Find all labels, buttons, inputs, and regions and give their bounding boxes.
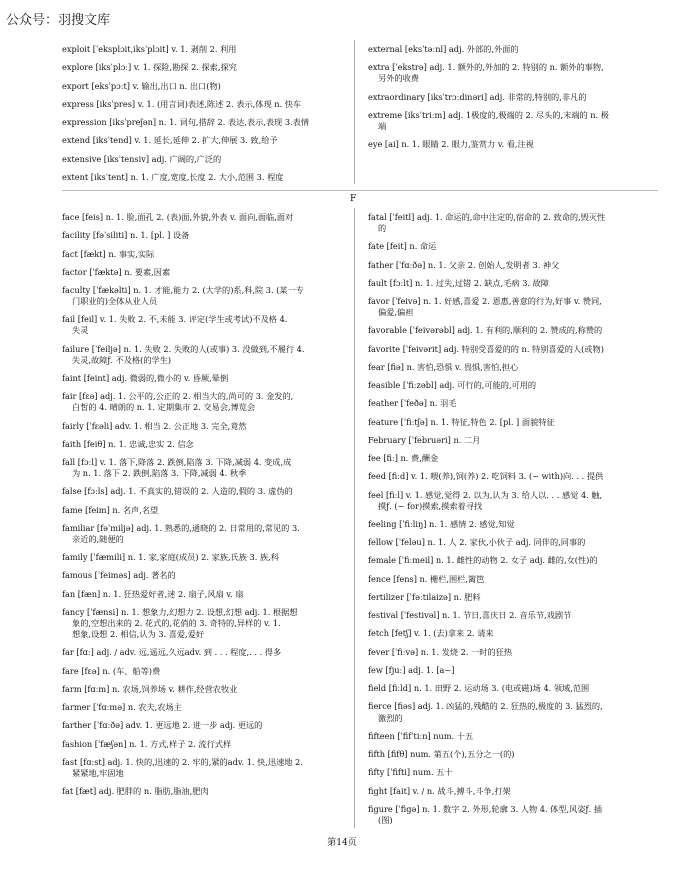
dictionary-entry xyxy=(62,154,347,165)
section-letter: F xyxy=(350,194,357,204)
entry-line: false [fɔːls] adj. 1. 不真实的,错误的 2. 人造的,假的 3. 虚伪的 xyxy=(62,486,293,497)
dictionary-entry xyxy=(368,241,658,252)
entry-line: extreme [iksˈtriːm] adj. 1极度的,极端的 2. 尽头的,末端的 n. 极 xyxy=(368,109,609,120)
entry-continuation: 紧紧地,牢固地 xyxy=(72,767,124,778)
entry-line: feather [ˈfeðə] n. 羽毛 xyxy=(368,398,457,409)
dictionary-entry xyxy=(62,391,347,413)
entry-line: familiar [fəˈmiljə] adj. 1. 熟悉的,通晓的 2. 日常用的,常见的 3. xyxy=(62,522,300,533)
entry-line: feature [ˈfiːtʃə] n. 1. 特征,特色 2. [pl. ] 面貌特征 xyxy=(368,416,555,427)
entry-line: festival [ˈfestivəl] n. 1. 节日,喜庆日 2. 音乐节,戏剧节 xyxy=(368,610,572,621)
entry-line: fate [feit] n. 命运 xyxy=(368,241,437,252)
entry-line: favorite [ˈfeivərit] adj. 特别受喜爱的的 n. 特别喜爱的人(或物) xyxy=(368,343,604,354)
dictionary-entry xyxy=(62,607,347,640)
column-top-left xyxy=(62,44,347,190)
entry-line: famous [ˈfeiməs] adj. 著名的 xyxy=(62,570,176,581)
entry-line: fault [fɔːlt] n. 1. 过失,过错 2. 缺点,毛病 3. 故障 xyxy=(368,277,549,288)
dictionary-entry xyxy=(368,683,658,694)
entry-line: fear [fiə] n. 害怕,恐惧 v. 畏惧,害怕,担心 xyxy=(368,361,519,372)
dictionary-entry xyxy=(62,172,347,183)
entry-line: fail [feil] v. 1. 失败 2. 不,未能 3. 评定(学生或考试)不及格 4. xyxy=(62,314,288,325)
dictionary-entry xyxy=(368,647,658,658)
entry-line: fact [fækt] n. 事实,实际 xyxy=(62,248,155,259)
entry-line: fashion [ˈfæʃən] n. 1. 方式,样子 2. 流行式样 xyxy=(62,738,232,749)
entry-line: field [fiːld] n. 1. 田野 2. 运动场 3. (电或磁)场 4. 领域,范围 xyxy=(368,683,590,694)
column-top-right xyxy=(368,44,658,157)
dictionary-entry xyxy=(368,260,658,271)
dictionary-entry xyxy=(368,110,658,132)
entry-continuation: 亲近的,随便的 xyxy=(72,533,124,544)
entry-line: eye [ai] n. 1. 眼睛 2. 眼力,鉴赏力 v. 看,注视 xyxy=(368,139,534,150)
entry-line: fat [fæt] adj. 肥胖的 n. 脂肪,脂油,肥肉 xyxy=(62,786,209,797)
entry-line: failure [ˈfeiljə] n. 1. 失败 2. 失败的人(或事) 3. 没做到,不履行 4. xyxy=(62,343,305,354)
entry-line: father [ˈfɑːðə] n. 1. 父亲 2. 创始人,发明者 3. 神父 xyxy=(368,259,560,270)
column-divider-top xyxy=(354,40,355,184)
dictionary-entry xyxy=(368,44,658,55)
dictionary-entry xyxy=(62,757,347,779)
dictionary-entry xyxy=(368,701,658,723)
entry-line: feasible [ˈfiːzəbl] adj. 可行的,可能的,可用的 xyxy=(368,380,537,391)
entry-continuation: 另外的收费 xyxy=(378,73,419,84)
entry-continuation: 失灵,故障ƒ. 不及格(的学生) xyxy=(72,354,172,365)
entry-line: fan [fæn] n. 1. 狂热爱好者,迷 2. 扇子,风扇 v. 扇 xyxy=(62,588,244,599)
entry-line: feed [fiːd] v. 1. 喂(养),饲(养) 2. 吃饲料 3. (~ with)向. . . 提供 xyxy=(368,471,604,482)
entry-line: extensive [iksˈtensiv] adj. 广阔的,广泛的 xyxy=(62,153,222,164)
dictionary-entry xyxy=(62,523,347,545)
entry-line: feel [fiːl] v. 1. 感觉,觉得 2. 以为,认为 3. 给人以. . . 感觉 4. 触, xyxy=(368,489,603,500)
dictionary-entry xyxy=(368,786,658,797)
dictionary-entry xyxy=(368,749,658,760)
entry-line: family [ˈfæmili] n. 1. 家,家庭(成员) 2. 家族,氏族 3. 族,科 xyxy=(62,552,279,563)
dictionary-entry xyxy=(368,325,658,336)
dictionary-entry xyxy=(368,628,658,639)
dictionary-entry xyxy=(62,720,347,731)
dictionary-entry xyxy=(368,296,658,318)
dictionary-entry xyxy=(62,457,347,479)
entry-line: fare [fɛə] n. (车、船等)费 xyxy=(62,665,161,676)
entry-line: export [eksˈpɔːt] v. 输出,出口 n. 出口(物) xyxy=(62,80,221,91)
entry-continuation: 摸ƒ. (~ for)摸索,摸索着寻找 xyxy=(378,500,483,511)
dictionary-entry xyxy=(368,555,658,566)
entry-line: faint [feint] adj. 微弱的,微小的 v. 昏厥,晕倒 xyxy=(62,372,229,383)
dictionary-entry xyxy=(368,92,658,103)
watermark-text: 公众号：羽搜文库 xyxy=(6,13,111,28)
entry-line: figure [ˈfigə] n. 1. 数字 2. 外形,轮廓 3. 人物 4. 体型,风姿ƒ. 插 xyxy=(368,803,602,814)
dictionary-entry xyxy=(368,453,658,464)
entry-line: favor [ˈfeivə] n. 1. 好感,喜爱 2. 恩惠,善意的行为,好事 v. 赞同, xyxy=(368,296,602,307)
entry-continuation: 想象,设想 2. 相信,认为 3. 喜爱,爱好 xyxy=(72,629,205,639)
entry-line: faculty [ˈfækəlti] n. 1. 才能,能力 2. (大学的)系,科,院 3. (某一专 xyxy=(62,285,304,295)
entry-continuation: 失灵 xyxy=(72,325,89,336)
entry-line: farmer [ˈfɑːmə] n. 农夫,农场主 xyxy=(62,702,182,712)
column-divider-bottom xyxy=(354,208,355,828)
entry-continuation: 激烈的 xyxy=(378,712,403,723)
page-number: 第14页 xyxy=(327,838,357,848)
entry-line: expression [iksˈpreʃən] n. 1. 词句,措辞 2. 表达,表示,表现 3.表情 xyxy=(62,117,310,127)
entry-line: facility [fəˈsiliti] n. 1. [pl. ] 设备 xyxy=(62,230,190,241)
dictionary-entry xyxy=(368,212,658,234)
dictionary-entry xyxy=(368,731,658,742)
entry-continuation: 象的,空想出来的 2. 花式的,花俏的 3. 奇特的,异样的 v. 1. xyxy=(72,617,281,628)
dictionary-entry xyxy=(62,44,347,55)
entry-line: fee [fiː] n. 费,酬金 xyxy=(368,453,439,464)
dictionary-entry xyxy=(62,373,347,384)
dictionary-entry xyxy=(368,665,658,676)
dictionary-entry xyxy=(368,804,658,826)
dictionary-entry xyxy=(368,574,658,585)
entry-line: fall [fɔːl] v. 1. 落下,降落 2. 跌倒,陷落 3. 下降,减弱 4. 变成,成 xyxy=(62,457,292,467)
entry-continuation: 的 xyxy=(378,223,387,234)
dictionary-entry xyxy=(368,767,658,778)
entry-line: fair [fɛə] adj. 1. 公平的,公正的 2. 相当大的,尚可的 3. 金发的, xyxy=(62,391,294,402)
dictionary-entry xyxy=(62,314,347,336)
entry-line: far [fɑː] adj. / adv. 远,遥远,久远adv. 到 . . . 程度,. . . 得多 xyxy=(62,647,282,658)
dictionary-entry xyxy=(62,212,347,223)
entry-line: extent [iksˈtent] n. 1. 广度,宽度,长度 2. 大小,范围 3. 程度 xyxy=(62,171,284,182)
entry-line: explore [iksˈplɔː] v. 1. 探险,勘探 2. 探索,探究 xyxy=(62,62,237,73)
entry-line: fence [fens] n. 栅栏,围栏,篱笆 xyxy=(368,573,485,584)
dictionary-entry xyxy=(368,537,658,548)
entry-line: fellow [ˈfeləu] n. 1. 人 2. 家伙,小伙子 adj. 同伴的,同事的 xyxy=(368,537,586,548)
column-bottom-left xyxy=(62,212,347,804)
entry-line: face [feis] n. 1. 脸,面孔 2. (表)面,外貌,外表 v. 面向,面临,面对 xyxy=(62,212,294,222)
entry-continuation: 端 xyxy=(378,120,387,131)
entry-line: factor [ˈfæktə] n. 要素,因素 xyxy=(62,266,171,277)
entry-line: farther [ˈfɑːðə] adv. 1. 更远地 2. 进一步 adj. 更远的 xyxy=(62,720,263,731)
dictionary-entry xyxy=(368,435,658,446)
entry-continuation: 为 n. 1. 落下 2. 跌倒,陷落 3. 下降,减弱 4. 秋季 xyxy=(72,468,247,479)
entry-line: fertilizer [ˈfəːtilaizə] n. 肥料 xyxy=(368,591,481,602)
entry-line: external [eksˈtəːnl] adj. 外部的,外面的 xyxy=(368,44,519,54)
dictionary-entry xyxy=(368,471,658,482)
dictionary-entry xyxy=(62,344,347,366)
entry-line: favorable [ˈfeivərəbl] adj. 1. 有利的,顺利的 2. 赞成的,称赞的 xyxy=(368,325,603,336)
entry-line: extend [iksˈtend] v. 1. 延长,延伸 2. 扩大,伸展 3. 致,给予 xyxy=(62,135,278,146)
dictionary-entry xyxy=(62,684,347,695)
dictionary-entry xyxy=(62,62,347,73)
dictionary-entry xyxy=(368,610,658,621)
dictionary-entry xyxy=(62,589,347,600)
entry-continuation: 白皙的 4. 晴朗的 n. 1. 定期集市 2. 交易会,博览会 xyxy=(72,402,256,413)
dictionary-entry xyxy=(62,99,347,110)
dictionary-entry xyxy=(368,362,658,373)
dictionary-entry xyxy=(368,380,658,391)
dictionary-entry xyxy=(62,421,347,432)
dictionary-entry xyxy=(368,417,658,428)
dictionary-entry xyxy=(62,666,347,677)
entry-line: extra [ˈekstrə] adj. 1. 额外的,外加的 2. 特别的 n. 额外的事物, xyxy=(368,62,604,73)
dictionary-entry xyxy=(62,552,347,563)
dictionary-entry xyxy=(368,344,658,355)
entry-line: fierce [fiəs] adj. 1. 凶猛的,残酷的 2. 狂热的,极度的 3. 猛烈的, xyxy=(368,701,603,712)
dictionary-entry xyxy=(62,81,347,92)
entry-line: fight [fait] v. / n. 战斗,搏斗,斗争,打架 xyxy=(368,785,511,796)
entry-line: feeling [ˈfiːliŋ] n. 1. 感情 2. 感觉,知觉 xyxy=(368,518,515,529)
entry-continuation: 门职业的)全体从业人员 xyxy=(72,296,158,307)
dictionary-entry xyxy=(368,278,658,289)
entry-line: fetch [fetʃ] v. 1. (去)拿来 2. 请来 xyxy=(368,628,494,639)
dictionary-entry xyxy=(368,592,658,603)
entry-line: fever [ˈfiːvə] n. 1. 发烧 2. 一时的狂热 xyxy=(368,646,513,657)
entry-continuation: (图) xyxy=(378,814,393,825)
dictionary-entry xyxy=(62,439,347,450)
entry-line: fifth [fifθ] num. 第五(个),五分之一(的) xyxy=(368,749,515,759)
dictionary-entry xyxy=(62,267,347,278)
dictionary-entry xyxy=(62,486,347,497)
entry-line: fatal [ˈfeitl] adj. 1. 命运的,命中注定的,宿命的 2. 致命的,毁灭性 xyxy=(368,212,606,222)
entry-line: fairly [ˈfɛəli] adv. 1. 相当 2. 公正地 3. 完全,竟然 xyxy=(62,420,247,431)
dictionary-entry xyxy=(62,739,347,750)
entry-line: exploit [ˈeksplɔit,iksˈplɔit] v. 1. 剥削 2. 利用 xyxy=(62,44,237,54)
entry-line: faith [feiθ] n. 1. 忠诚,忠实 2. 信念 xyxy=(62,438,194,449)
dictionary-entry xyxy=(62,570,347,581)
dictionary-entry xyxy=(62,230,347,241)
dictionary-entry xyxy=(62,702,347,713)
dictionary-entry xyxy=(62,647,347,658)
entry-line: fifty [ˈfifti] num. 五十 xyxy=(368,767,453,778)
entry-line: few [fjuː] adj. 1. [a~] xyxy=(368,664,455,675)
entry-line: fast [fɑːst] adj. 1. 快的,迅速的 2. 牢的,紧的adv. 1. 快,迅速地 2. xyxy=(62,756,303,767)
entry-line: female [ˈfiːmeil] n. 1. 雌性的动物 2. 女子 adj. 雌的,女(性)的 xyxy=(368,555,598,566)
column-bottom-right xyxy=(368,212,658,833)
dictionary-entry xyxy=(62,249,347,260)
dictionary-entry xyxy=(62,135,347,146)
entry-continuation: 偏爱,偏袒 xyxy=(378,307,414,318)
dictionary-entry xyxy=(62,786,347,797)
dictionary-entry xyxy=(62,117,347,128)
entry-line: fancy [ˈfænsi] n. 1. 想象力,幻想力 2. 设想,幻想 adj. 1. 根据想 xyxy=(62,606,298,617)
section-divider xyxy=(62,190,658,191)
entry-line: express [iksˈpres] v. 1. (用言词)表述,陈述 2. 表示,体现 n. 快车 xyxy=(62,98,302,109)
entry-line: farm [fɑːm] n. 农场,饲养场 v. 耕作,经营农牧业 xyxy=(62,683,238,694)
dictionary-entry xyxy=(368,519,658,530)
dictionary-entry xyxy=(62,285,347,307)
dictionary-entry xyxy=(368,398,658,409)
entry-line: February [ˈfebruəri] n. 二月 xyxy=(368,434,481,445)
dictionary-entry xyxy=(368,139,658,150)
dictionary-entry xyxy=(368,490,658,512)
entry-line: fifteen [ˈfifˈtiːn] num. 十五 xyxy=(368,730,474,741)
entry-line: fame [feim] n. 名声,名望 xyxy=(62,504,159,515)
dictionary-entry xyxy=(62,505,347,516)
entry-line: extraordinary [iksˈtrɔːdinəri] adj. 非常的,特别的,非凡的 xyxy=(368,91,587,102)
dictionary-entry xyxy=(368,62,658,84)
